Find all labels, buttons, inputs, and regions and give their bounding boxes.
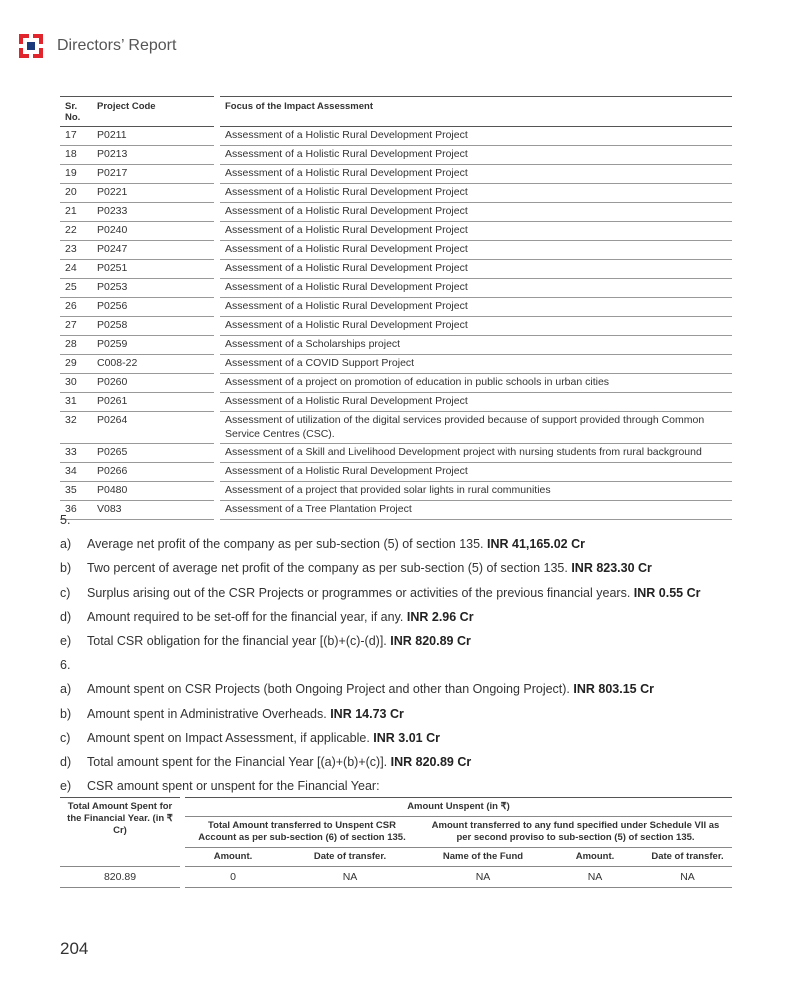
amount-unspent-header: Amount Unspent (in ₹) (185, 798, 732, 817)
cell-focus: Assessment of a Holistic Rural Development Project (220, 317, 732, 336)
cell-focus: Assessment of a Holistic Rural Development Project (220, 298, 732, 317)
cell-sr-no: 22 (60, 222, 92, 241)
list-item (60, 774, 760, 798)
list-item-text: Amount spent on CSR Projects (both Ongoing Project and other than Ongoing Project). (87, 682, 570, 697)
table-row (60, 146, 732, 165)
table-row (60, 393, 732, 412)
list-item-text: Amount required to be set-off for the financial year, if any. (87, 609, 404, 624)
table-row (60, 866, 732, 887)
cell-sr-no: 20 (60, 184, 92, 203)
list-item-label: b) (60, 706, 72, 721)
cell-project-code: P0221 (92, 184, 214, 203)
list-item-label: c) (60, 730, 71, 745)
column-header-sr-no: Sr. No. (60, 97, 92, 127)
cell-sr-no: 17 (60, 127, 92, 146)
page-header-title: Directors’ Report (57, 37, 177, 54)
table-row (60, 203, 732, 222)
cell-focus: Assessment of utilization of the digital services provided because of support provided through Common Service Centres (CSC). (220, 412, 732, 444)
list-item-label: d) (60, 609, 72, 624)
cell-project-code: P0258 (92, 317, 214, 336)
table-row (60, 482, 732, 501)
table-row (60, 279, 732, 298)
cell-project-code: P0240 (92, 222, 214, 241)
list-item-label: d) (60, 754, 72, 769)
cell-focus: Assessment of a project on promotion of education in public schools in urban cities (220, 374, 732, 393)
cell-focus: Assessment of a Holistic Rural Development Project (220, 203, 732, 222)
cell-focus: Assessment of a Scholarships project (220, 336, 732, 355)
list-item (60, 702, 760, 726)
amount-2-value: NA (547, 866, 643, 887)
total-spent-value: 820.89 (60, 866, 180, 887)
cell-focus: Assessment of a Holistic Rural Development Project (220, 165, 732, 184)
csr-obligation-list (60, 508, 760, 798)
impact-assessment-table-body (60, 127, 732, 520)
sub-header-fund-name: Name of the Fund (419, 847, 547, 866)
list-item-value: INR 0.55 Cr (633, 585, 701, 600)
cell-focus: Assessment of a Holistic Rural Development Project (220, 279, 732, 298)
date-1-value: NA (281, 866, 419, 887)
date-2-value: NA (643, 866, 732, 887)
list-item (60, 556, 760, 580)
cell-focus: Assessment of a Holistic Rural Development Project (220, 127, 732, 146)
table-row (60, 241, 732, 260)
cell-focus: Assessment of a Holistic Rural Development Project (220, 393, 732, 412)
page-number: 204 (60, 939, 89, 958)
cell-focus: Assessment of a Holistic Rural Development Project (220, 184, 732, 203)
cell-sr-no: 18 (60, 146, 92, 165)
list-item-text: Amount spent in Administrative Overheads. (87, 706, 327, 721)
cell-project-code: C008-22 (92, 355, 214, 374)
cell-project-code: P0261 (92, 393, 214, 412)
cell-sr-no: 21 (60, 203, 92, 222)
section-6-number: 6. (60, 658, 71, 673)
cell-sr-no: 30 (60, 374, 92, 393)
sub-header-date-1: Date of transfer. (281, 847, 419, 866)
cell-project-code: P0260 (92, 374, 214, 393)
amount-1-value: 0 (185, 866, 281, 887)
sub-header-amount-1: Amount. (185, 847, 281, 866)
impact-assessment-table (60, 96, 732, 520)
cell-project-code: P0217 (92, 165, 214, 184)
cell-sr-no: 36 (60, 501, 92, 520)
cell-focus: Assessment of a Tree Plantation Project (220, 501, 732, 520)
list-item-text: Amount spent on Impact Assessment, if applicable. (87, 730, 370, 745)
list-item-value: INR 803.15 Cr (573, 682, 655, 697)
table-row (60, 260, 732, 279)
list-item (60, 605, 760, 629)
list-item (60, 726, 760, 750)
cell-project-code: P0259 (92, 336, 214, 355)
cell-sr-no: 27 (60, 317, 92, 336)
list-item-text: Two percent of average net profit of the company as per sub-section (5) of section 135. (87, 561, 568, 576)
list-item-value: INR 820.89 Cr (390, 634, 471, 649)
cell-sr-no: 29 (60, 355, 92, 374)
cell-focus: Assessment of a Holistic Rural Development Project (220, 222, 732, 241)
cell-focus: Assessment of a COVID Support Project (220, 355, 732, 374)
table-row (60, 355, 732, 374)
table-row (60, 317, 732, 336)
list-item-value: INR 823.30 Cr (571, 561, 652, 576)
list-item-label: e) (60, 634, 72, 649)
section-5-number: 5. (60, 513, 71, 528)
list-item-text: Total CSR obligation for the financial year [(b)+(c)-(d)]. (87, 634, 387, 649)
cell-project-code: P0265 (92, 444, 214, 463)
list-item-text: Average net profit of the company as per sub-section (5) of section 135. (87, 537, 484, 552)
list-item (60, 581, 760, 605)
list-item-value: INR 2.96 Cr (406, 609, 474, 624)
list-item-label: a) (60, 537, 72, 552)
cell-sr-no: 35 (60, 482, 92, 501)
table-row (60, 184, 732, 203)
cell-project-code: P0211 (92, 127, 214, 146)
cell-focus: Assessment of a Holistic Rural Development Project (220, 146, 732, 165)
cell-sr-no: 19 (60, 165, 92, 184)
table-row (60, 444, 732, 463)
cell-sr-no: 23 (60, 241, 92, 260)
list-item-value: INR 41,165.02 Cr (487, 537, 585, 552)
table-row (60, 127, 732, 146)
list-item-text: Total amount spent for the Financial Year [(a)+(b)+(c)]. (87, 754, 388, 769)
cell-focus: Assessment of a Skill and Livelihood Development project with nursing students from rural background (220, 444, 732, 463)
cell-project-code: P0233 (92, 203, 214, 222)
cell-sr-no: 28 (60, 336, 92, 355)
transferred-unspent-account-header: Total Amount transferred to Unspent CSR Account as per sub-section (6) of section 135. (185, 816, 419, 847)
sub-header-date-2: Date of transfer. (643, 847, 732, 866)
list-item-text: CSR amount spent or unspent for the Financial Year: (87, 779, 380, 794)
table-row (60, 463, 732, 482)
cell-sr-no: 31 (60, 393, 92, 412)
cell-sr-no: 26 (60, 298, 92, 317)
list-item-label: c) (60, 585, 71, 600)
csr-spent-table (60, 797, 732, 888)
column-header-project-code: Project Code (92, 97, 214, 127)
cell-sr-no: 34 (60, 463, 92, 482)
cell-sr-no: 24 (60, 260, 92, 279)
cell-project-code: P0213 (92, 146, 214, 165)
bank-logo-icon (19, 34, 43, 58)
cell-sr-no: 32 (60, 412, 92, 444)
list-item (60, 629, 760, 653)
cell-project-code: P0253 (92, 279, 214, 298)
list-item-text: Surplus arising out of the CSR Projects or programmes or activities of the previous financial years. (87, 585, 631, 600)
total-spent-header: Total Amount Spent for the Financial Year. (in ₹ Cr) (60, 798, 180, 867)
table-row (60, 336, 732, 355)
list-item (60, 532, 760, 556)
cell-sr-no: 33 (60, 444, 92, 463)
table-row (60, 412, 732, 444)
cell-project-code: P0256 (92, 298, 214, 317)
cell-focus: Assessment of a Holistic Rural Development Project (220, 241, 732, 260)
cell-sr-no: 25 (60, 279, 92, 298)
list-item-label: a) (60, 682, 72, 697)
list-item-value: INR 3.01 Cr (373, 730, 440, 745)
table-row (60, 298, 732, 317)
cell-project-code: P0247 (92, 241, 214, 260)
table-row (60, 222, 732, 241)
cell-project-code: P0264 (92, 412, 214, 444)
table-row (60, 165, 732, 184)
list-item (60, 677, 760, 701)
list-item-label: b) (60, 561, 72, 576)
table-header-row (60, 97, 732, 127)
column-header-focus: Focus of the Impact Assessment (220, 97, 732, 127)
cell-project-code: P0266 (92, 463, 214, 482)
cell-project-code: P0251 (92, 260, 214, 279)
list-item (60, 750, 760, 774)
sub-header-amount-2: Amount. (547, 847, 643, 866)
cell-focus: Assessment of a Holistic Rural Development Project (220, 260, 732, 279)
cell-project-code: V083 (92, 501, 214, 520)
list-item-label: e) (60, 779, 72, 794)
cell-focus: Assessment of a Holistic Rural Development Project (220, 463, 732, 482)
transferred-schedule-vii-fund-header: Amount transferred to any fund specified under Schedule VII as per second proviso to sub-section (5) of section 135. (419, 816, 732, 847)
list-item-value: INR 14.73 Cr (330, 706, 404, 721)
fund-name-value: NA (419, 866, 547, 887)
cell-focus: Assessment of a project that provided solar lights in rural communities (220, 482, 732, 501)
page-header (19, 32, 176, 60)
table-row (60, 374, 732, 393)
cell-project-code: P0480 (92, 482, 214, 501)
list-item-value: INR 820.89 Cr (390, 754, 472, 769)
